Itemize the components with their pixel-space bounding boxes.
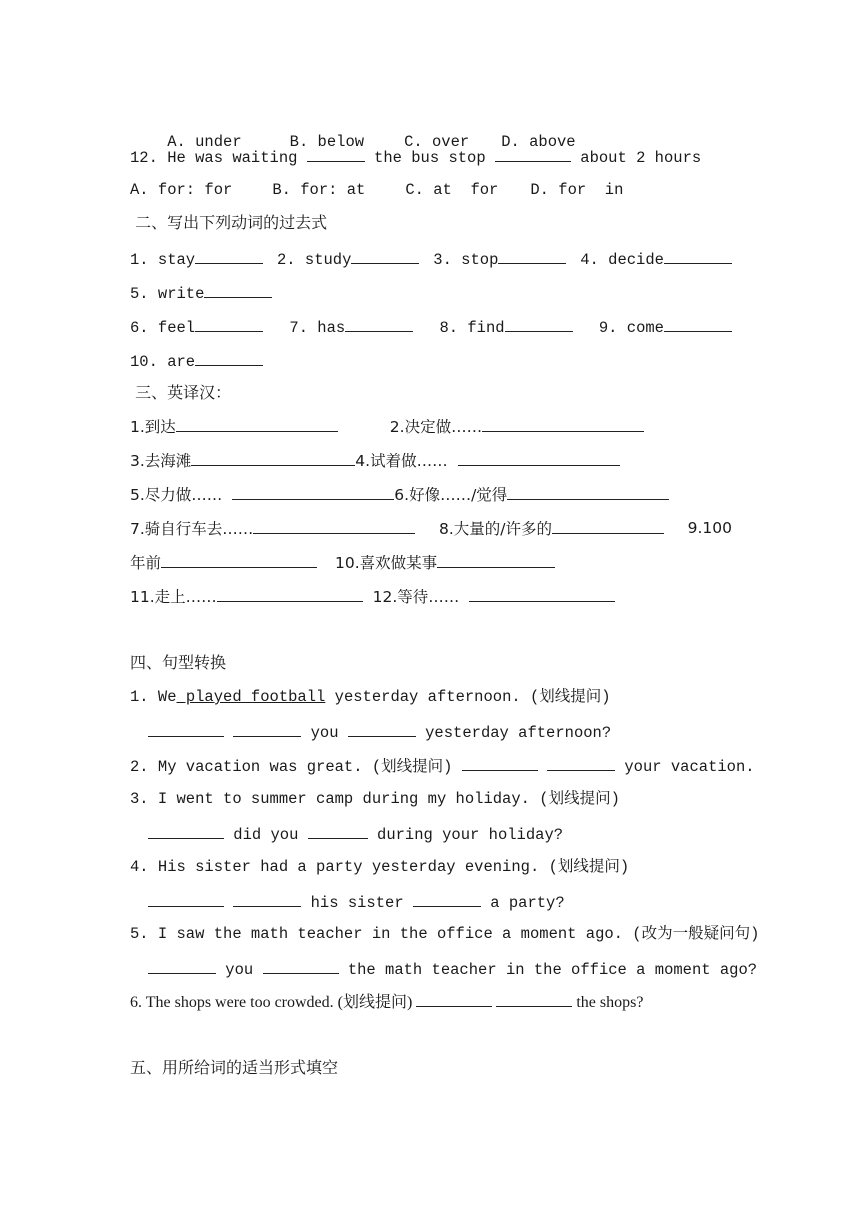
- q12-text: the bus stop: [364, 149, 495, 167]
- answer-blank[interactable]: [217, 586, 363, 602]
- translate-item: 4.试着做……: [355, 452, 448, 470]
- answer-blank[interactable]: [253, 518, 415, 534]
- translate-item: 9.100: [687, 519, 732, 537]
- translate-item: 1.到达: [130, 418, 176, 436]
- option-d: D. for in: [530, 181, 624, 199]
- answer-blank[interactable]: [204, 282, 272, 298]
- sentence-text: the math teacher in the office a moment ago?: [338, 961, 758, 979]
- answer-blank[interactable]: [176, 416, 338, 432]
- option-d: D. above: [501, 133, 576, 151]
- verb-item: 1. stay: [130, 251, 196, 269]
- translate-item: 11.走上……: [130, 588, 217, 606]
- underlined-phrase: played football: [176, 688, 326, 706]
- answer-blank[interactable]: [664, 316, 732, 332]
- option-a: A. under: [167, 133, 242, 151]
- answer-blank[interactable]: [351, 248, 419, 264]
- transform-item-4: 4. His sister had a party yesterday evening. (划线提问): [130, 858, 630, 876]
- transform-item-1: [130, 687, 732, 707]
- answer-blank[interactable]: [505, 316, 573, 332]
- sentence-text: you: [301, 724, 348, 742]
- translate-item: 7.骑自行车去……: [130, 520, 254, 538]
- q12-text: 12. He was waiting: [130, 149, 307, 167]
- sentence-text: during your holiday?: [367, 826, 564, 844]
- verb-row-1: [130, 248, 732, 270]
- section-2-title: 二、写出下列动词的过去式: [130, 213, 328, 232]
- section-3-title: 三、英译汉：: [130, 383, 232, 402]
- question-12: [130, 146, 732, 168]
- answer-blank[interactable]: [416, 991, 492, 1007]
- transform-item-3: 3. I went to summer camp during my holiday. (划线提问): [130, 790, 620, 808]
- sentence-text: 6. The shops were too crowded. (划线提问): [130, 994, 417, 1011]
- q12-options: [130, 180, 732, 200]
- answer-blank[interactable]: [233, 891, 301, 907]
- answer-blank[interactable]: [161, 552, 317, 568]
- answer-blank[interactable]: [482, 416, 644, 432]
- answer-blank[interactable]: [148, 721, 224, 737]
- verb-item: 3. stop: [433, 251, 499, 269]
- translate-row-4: [130, 518, 732, 539]
- translate-item: 3.去海滩: [130, 452, 192, 470]
- translate-row-6: [130, 586, 732, 607]
- translate-item: 6.好像……/觉得: [394, 486, 508, 504]
- verb-item: 7. has: [289, 319, 346, 337]
- translate-row-2: [130, 450, 732, 471]
- answer-blank[interactable]: [507, 484, 669, 500]
- translate-item: 12.等待……: [372, 588, 460, 606]
- answer-blank[interactable]: [307, 146, 365, 162]
- verb-item: 5. write: [130, 285, 205, 303]
- translate-item: 5.尽力做……: [130, 486, 223, 504]
- transform-answer-1: [130, 721, 732, 743]
- answer-blank[interactable]: [233, 721, 301, 737]
- option-a: A. for: for: [130, 181, 233, 199]
- answer-blank[interactable]: [148, 891, 224, 907]
- section-5-title: 五、用所给词的适当形式填空: [130, 1058, 339, 1077]
- q12-text: about 2 hours: [570, 149, 702, 167]
- translate-item: 年前: [130, 554, 162, 572]
- transform-answer-3: [130, 823, 732, 845]
- verb-row-4: [130, 350, 732, 372]
- sentence-text: his sister: [301, 894, 413, 912]
- answer-blank[interactable]: [552, 518, 664, 534]
- sentence-text: yesterday afternoon. (划线提问): [325, 688, 611, 706]
- sentence-text: yesterday afternoon?: [415, 724, 612, 742]
- answer-blank[interactable]: [437, 552, 555, 568]
- verb-item: 6. feel: [130, 319, 196, 337]
- answer-blank[interactable]: [664, 248, 732, 264]
- verb-item: 9. come: [598, 319, 664, 337]
- answer-blank[interactable]: [195, 316, 263, 332]
- verb-item: 10. are: [130, 353, 196, 371]
- sentence-text: you: [216, 961, 263, 979]
- translate-item: 10.喜欢做某事: [335, 554, 438, 572]
- option-c: C. at for: [405, 181, 499, 199]
- transform-item-6: [130, 991, 732, 1013]
- option-c: C. over: [404, 133, 470, 151]
- answer-blank[interactable]: [148, 823, 224, 839]
- answer-blank[interactable]: [547, 755, 615, 771]
- transform-item-2: [130, 755, 755, 777]
- verb-item: 8. find: [439, 319, 505, 337]
- transform-item-5: 5. I saw the math teacher in the office a moment ago. (改为一般疑问句): [130, 925, 760, 943]
- answer-blank[interactable]: [458, 450, 620, 466]
- sentence-text: did you: [224, 826, 308, 844]
- answer-blank[interactable]: [498, 248, 566, 264]
- sentence-text: your vacation.: [615, 758, 755, 776]
- answer-blank[interactable]: [469, 586, 615, 602]
- section-4-title: 四、句型转换: [130, 653, 227, 672]
- answer-blank[interactable]: [263, 958, 339, 974]
- answer-blank[interactable]: [348, 721, 416, 737]
- verb-row-2: [130, 282, 732, 304]
- translate-item: 2.决定做……: [389, 418, 483, 436]
- option-b: B. for: at: [272, 181, 366, 199]
- answer-blank[interactable]: [191, 450, 355, 466]
- translate-row-1: [130, 416, 732, 437]
- answer-blank[interactable]: [413, 891, 481, 907]
- option-b: B. below: [289, 133, 365, 151]
- transform-answer-4: [130, 891, 732, 913]
- translate-item: 8.大量的/许多的: [438, 520, 552, 538]
- answer-blank[interactable]: [308, 823, 368, 839]
- answer-blank[interactable]: [232, 484, 394, 500]
- answer-blank[interactable]: [495, 146, 571, 162]
- answer-blank[interactable]: [195, 350, 263, 366]
- answer-blank[interactable]: [496, 991, 572, 1007]
- sentence-text: 1. We: [130, 688, 177, 706]
- sentence-text: a party?: [480, 894, 565, 912]
- answer-blank[interactable]: [195, 248, 263, 264]
- sentence-text: 2. My vacation was great. (划线提问): [130, 758, 462, 776]
- sentence-text: the shops?: [572, 994, 644, 1011]
- verb-item: 4. decide: [580, 251, 664, 269]
- translate-row-5: [130, 552, 732, 573]
- answer-blank[interactable]: [345, 316, 413, 332]
- transform-answer-5: [130, 958, 758, 980]
- verb-row-3: [130, 316, 732, 338]
- answer-blank[interactable]: [462, 755, 538, 771]
- answer-blank[interactable]: [148, 958, 216, 974]
- translate-row-3: [130, 484, 732, 505]
- verb-item: 2. study: [276, 251, 352, 269]
